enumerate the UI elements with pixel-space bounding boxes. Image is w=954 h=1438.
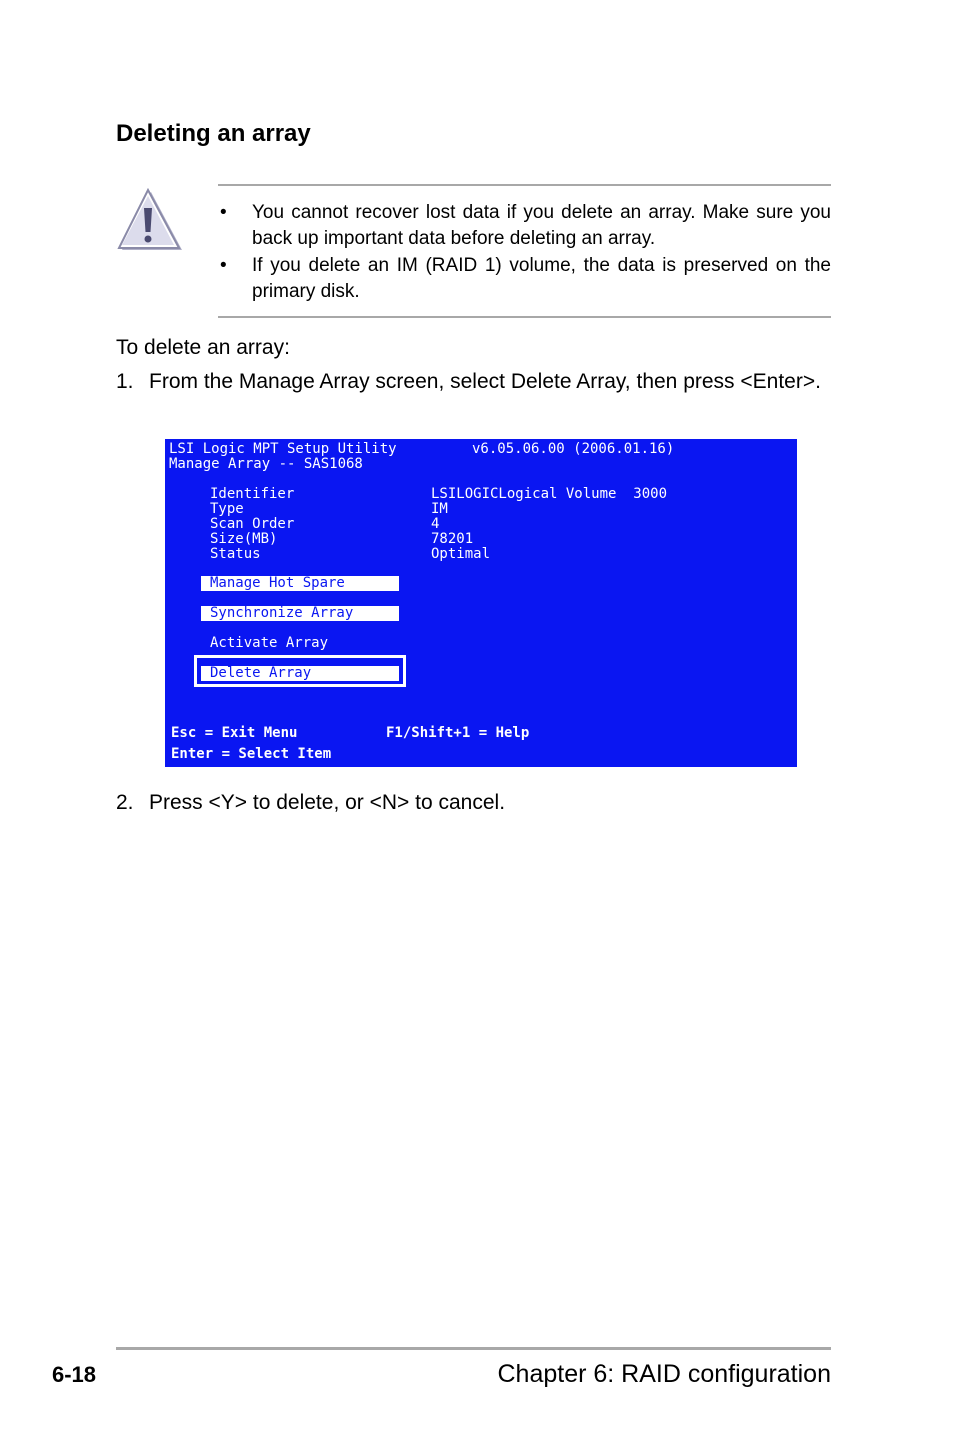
bios-subtitle: Manage Array -- SAS1068 bbox=[169, 456, 363, 472]
menu-item-label: Delete Array bbox=[210, 665, 312, 681]
caution-item bbox=[218, 200, 831, 252]
caution-item bbox=[218, 253, 831, 305]
caution-list bbox=[218, 200, 831, 306]
intro-text: To delete an array: bbox=[116, 336, 290, 359]
field-value-size: 78201 bbox=[431, 531, 474, 547]
caution-box bbox=[218, 184, 831, 318]
page-number: 6-18 bbox=[52, 1362, 97, 1387]
bullet: • bbox=[220, 202, 227, 223]
step-text: Press <Y> to delete, or <N> to cancel. bbox=[149, 791, 506, 814]
menu-item-manage-hot-spare[interactable] bbox=[201, 576, 399, 591]
caution-text: You cannot recover lost data if you delete an array. Make sure you back up important data before deleting an array. bbox=[252, 202, 831, 249]
step-2 bbox=[116, 791, 505, 815]
menu-item-label: Manage Hot Spare bbox=[210, 575, 345, 591]
field-label-scan-order: Scan Order bbox=[210, 516, 295, 532]
menu-item-label: Synchronize Array bbox=[210, 605, 354, 621]
caution-text: If you delete an IM (RAID 1) volume, the data is preserved on the primary disk. bbox=[252, 255, 831, 302]
field-value-status: Optimal bbox=[431, 546, 491, 562]
section-title: Deleting an array bbox=[116, 120, 311, 147]
warning-triangle-icon bbox=[116, 188, 184, 254]
chapter-title: Chapter 6: RAID configuration bbox=[497, 1360, 831, 1388]
step-number: 2. bbox=[116, 791, 134, 814]
bios-footer-esc: Esc = Exit Menu bbox=[171, 725, 298, 741]
footer-divider bbox=[116, 1347, 831, 1350]
step-text: From the Manage Array screen, select Delete Array, then press <Enter>. bbox=[149, 370, 821, 393]
menu-item-synchronize-array[interactable] bbox=[201, 606, 399, 621]
menu-item-activate-array[interactable]: Activate Array bbox=[210, 635, 329, 651]
bios-footer-help: F1/Shift+1 = Help bbox=[386, 725, 530, 741]
field-label-size: Size(MB) bbox=[210, 531, 278, 547]
field-label-status: Status bbox=[210, 546, 261, 562]
field-value-identifier: LSILOGICLogical Volume 3000 bbox=[431, 486, 668, 502]
bios-header-title: LSI Logic MPT Setup Utility bbox=[169, 441, 397, 457]
field-value-type: IM bbox=[431, 501, 448, 517]
field-value-scan-order: 4 bbox=[431, 516, 440, 532]
step-1 bbox=[116, 370, 821, 394]
field-label-identifier: Identifier bbox=[210, 486, 295, 502]
field-label-type: Type bbox=[210, 501, 244, 517]
bullet: • bbox=[220, 255, 227, 276]
bios-footer-enter: Enter = Select Item bbox=[171, 746, 332, 762]
menu-item-delete-array[interactable] bbox=[201, 666, 399, 681]
bios-header-version: v6.05.06.00 (2006.01.16) bbox=[472, 441, 675, 457]
bios-screenshot bbox=[165, 439, 797, 767]
step-number: 1. bbox=[116, 370, 134, 393]
